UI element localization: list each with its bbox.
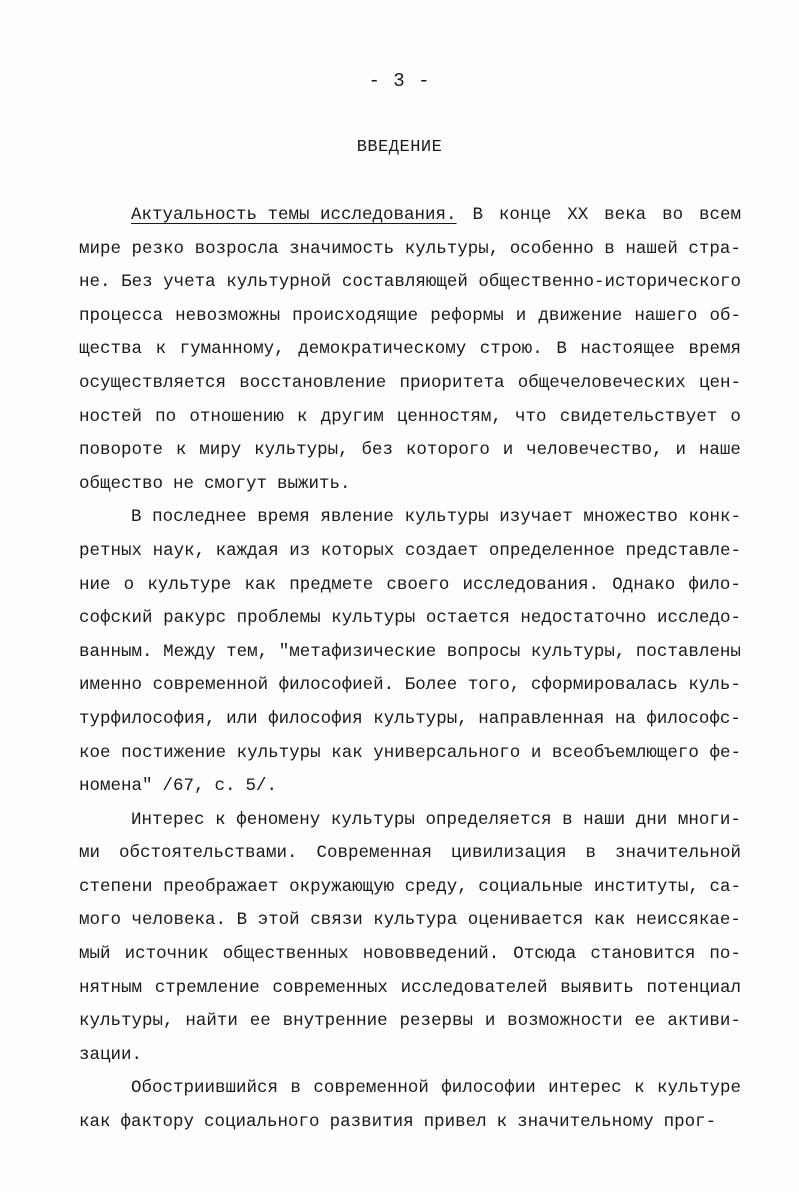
text-line: софский ракурс проблемы культуры остается недостаточно исследо- — [79, 608, 741, 629]
text-line: осуществляется восстановление приоритета общечеловеческих цен- — [79, 372, 741, 393]
paragraph — [79, 501, 741, 803]
text-line: как фактору социального развития привел к значительному прог- — [79, 1112, 717, 1133]
text-line: нятным стремление современных исследователей выявить потенциал — [79, 977, 741, 998]
body-text — [79, 199, 741, 1140]
text-line: турфилософия, или философия культуры, направленная на философс- — [79, 708, 741, 729]
text-line: именно современной философией. Более того, сформировалась куль- — [79, 675, 741, 696]
text-line: В последнее время явление культуры изучает множество конк- — [131, 507, 741, 528]
text-line: мого человека. В этой связи культура оценивается как неиссякае- — [79, 910, 741, 931]
paragraph — [79, 804, 741, 1073]
text-line: процесса невозможны происходящие реформы и движение нашего об- — [79, 305, 741, 326]
text-line: щества к гуманному, демократическому строю. В настоящее время — [79, 339, 741, 360]
text-line: зации. — [79, 1044, 143, 1065]
text-line: ми обстоятельствами. Современная цивилизация в значительной — [79, 843, 741, 864]
text-line: культуры, найти ее внутренние резервы и возможности ее активи- — [79, 1011, 741, 1032]
text-line: повороте к миру культуры, без которого и человечество, и наше — [79, 440, 741, 461]
text-line: мый источник общественных нововведений. Отсюда становится по- — [79, 944, 741, 965]
text-line: не. Без учета культурной составляющей общественно-исторического — [79, 272, 741, 293]
section-heading-inline: Актуальность темы исследования. — [131, 205, 457, 225]
text-line: ванным. Между тем, "метафизические вопросы культуры, поставлены — [79, 641, 741, 662]
text-line: Обостриившийся в современной философии интерес к культуре — [131, 1078, 741, 1099]
page-number: - 3 - — [368, 70, 431, 92]
text-line: мире резко возросла значимость культуры, особенно в нашей стра- — [79, 238, 741, 259]
text-line: кое постижение культуры как универсального и всеобъемлющего фе- — [79, 742, 741, 763]
text-line: общество не смогут выжить. — [79, 473, 351, 494]
section-title: ВВЕДЕНИЕ — [356, 138, 443, 157]
text-line: Интерес к феномену культуры определяется в наши дни многи- — [131, 809, 741, 830]
text-line: степени преображает окружающую среду, социальные институты, са- — [79, 876, 741, 897]
paragraph — [79, 1072, 741, 1139]
text-line: Актуальность темы исследования. В конце XX века во всем — [79, 199, 741, 233]
text-line: ретных наук, каждая из которых создает определенное представле- — [79, 540, 741, 561]
text-line: номена" /67, с. 5/. — [79, 776, 278, 797]
text-line: ностей по отношению к другим ценностям, что свидетельствует о — [79, 406, 741, 427]
text-line: ние о культуре как предмете своего исследования. Однако фило- — [79, 574, 741, 595]
paragraph — [79, 199, 741, 501]
